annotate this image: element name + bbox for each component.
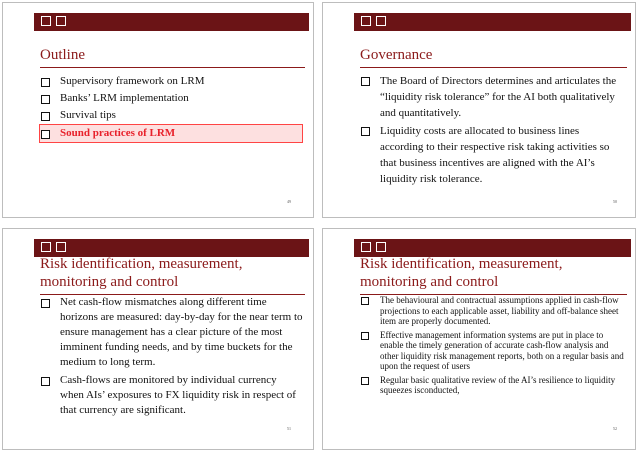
square-icon: [376, 242, 386, 252]
page-number: 49: [287, 199, 291, 204]
bullet-item: [360, 375, 625, 396]
bullet-text: Cash-flows are monitored by individual currency when AIs’ exposures to FX liquidity risk in respect of that currency are significant.: [60, 374, 296, 416]
bullet-text: Liquidity costs are allocated to business lines according to their respective risk taking activities so that business incentives are aligned with the AI’s liquidity risk tolerance.: [380, 125, 610, 185]
checkbox-bullet-icon: [41, 95, 50, 104]
page-number: 51: [287, 426, 291, 431]
checkbox-bullet-icon: [41, 377, 50, 386]
slide-50: [322, 2, 636, 218]
bullet-text: The Board of Directors determines and articulates the “liquidity risk tolerance” for the AI both qualitatively and quantitatively.: [380, 75, 617, 119]
square-icon: [41, 16, 51, 26]
square-icon: [56, 16, 66, 26]
bullet-text: The behavioural and contractual assumptions applied in cash-flow projections to each applicable asset, liability and off-balance sheet item are properly documented.: [380, 295, 619, 326]
bullet-text: Banks’ LRM implementation: [60, 92, 189, 104]
bullet-list: [40, 73, 303, 143]
checkbox-bullet-icon: [41, 299, 50, 308]
bullet-list: [40, 295, 303, 421]
square-icon: [41, 242, 51, 252]
square-icon: [376, 16, 386, 26]
square-icon: [361, 16, 371, 26]
slide-header-bar: [34, 13, 309, 31]
checkbox-bullet-icon: [361, 377, 369, 385]
bullet-list: [360, 295, 625, 399]
checkbox-bullet-icon: [41, 130, 50, 139]
page-number: 50: [613, 199, 617, 204]
slide-title: Governance: [360, 46, 627, 68]
page-number: 52: [613, 426, 617, 431]
slide-51: [2, 228, 314, 450]
square-icon: [56, 242, 66, 252]
square-icon: [361, 242, 371, 252]
checkbox-bullet-icon: [361, 297, 369, 305]
bullet-item: [40, 295, 303, 370]
checkbox-bullet-icon: [361, 332, 369, 340]
checkbox-bullet-icon: [41, 112, 50, 121]
slide-49: [2, 2, 314, 218]
bullet-item-highlighted: [39, 124, 303, 143]
bullet-item: [40, 107, 303, 124]
bullet-item: [360, 330, 625, 372]
bullet-item: [360, 123, 625, 187]
bullet-item: [40, 73, 303, 90]
bullet-item: [40, 373, 303, 418]
bullet-text: Regular basic qualitative review of the AI’s resilience to liquidity squeezes isconducted,: [380, 374, 616, 395]
bullet-text: Effective management information systems are put in place to enable the timely generation of accurate cash-flow analysis and other liquidity risk management reports, both on a regular basis and upon the request of users: [380, 329, 624, 371]
checkbox-bullet-icon: [361, 77, 370, 86]
bullet-item: [360, 295, 625, 327]
bullet-text: Supervisory framework on LRM: [60, 75, 205, 87]
bullet-list: [360, 73, 625, 189]
slide-header-bar: [354, 13, 631, 31]
slide-title: Risk identification, measurement, monitoring and control: [40, 255, 305, 295]
bullet-item: [40, 90, 303, 107]
bullet-text: Sound practices of LRM: [60, 127, 176, 139]
bullet-text: Survival tips: [60, 109, 116, 121]
slide-52: [322, 228, 636, 450]
slide-title: Outline: [40, 46, 305, 68]
bullet-item: [360, 73, 625, 121]
slide-title: Risk identification, measurement, monitoring and control: [360, 255, 627, 295]
bullet-text: Net cash-flow mismatches along different time horizons are measured: day-by-day for the near term to ensure management has a clear picture of the most imminent funding needs, and by time buckets for the medium to long term.: [60, 296, 303, 368]
checkbox-bullet-icon: [41, 78, 50, 87]
checkbox-bullet-icon: [361, 127, 370, 136]
